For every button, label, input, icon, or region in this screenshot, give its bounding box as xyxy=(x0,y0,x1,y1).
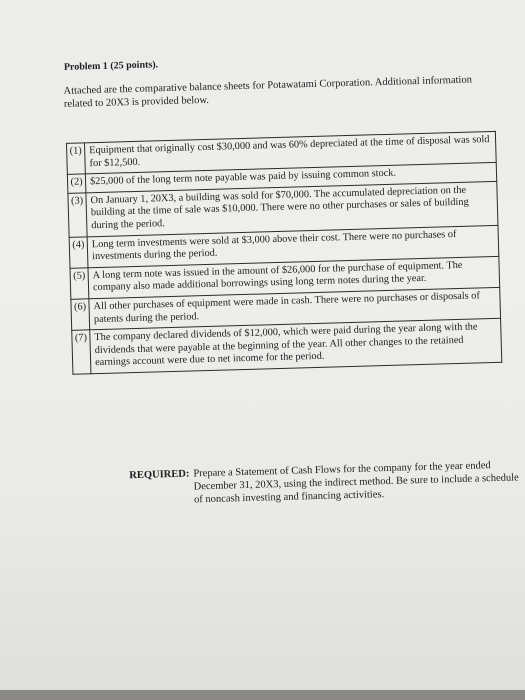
background-surface xyxy=(0,690,525,700)
info-text: Long term investments were sold at $3,000 above their cost. There were no purchases of investments during the period. xyxy=(87,225,499,268)
info-number: (5) xyxy=(70,268,89,300)
info-number: (4) xyxy=(69,236,88,268)
info-number: (6) xyxy=(71,299,90,331)
problem-title: Problem 1 (25 points). xyxy=(63,59,159,73)
info-number: (3) xyxy=(68,193,87,237)
additional-info-table xyxy=(66,131,502,375)
required-section xyxy=(129,458,525,508)
info-text: A long term note was issued in the amount of $26,000 for the purchase of equipment. The company also made additional borrowings using long term notes during the year. xyxy=(88,256,500,299)
info-number: (2) xyxy=(67,174,86,193)
info-number: (7) xyxy=(72,330,91,374)
required-label: REQUIRED: xyxy=(129,468,190,482)
info-text: Equipment that originally cost $30,000 and was 60% depreciated at the time of disposal was sold for $12,500. xyxy=(84,131,496,174)
info-text: All other purchases of equipment were made in cash. There were no purchases or disposals of patents during the period. xyxy=(89,287,501,330)
info-number: (1) xyxy=(67,143,86,175)
required-text: Prepare a Statement of Cash Flows for the company for the year ended December 31, 20X3, using the indirect method. Be sure to include a schedule of noncash investing and financing activities. xyxy=(193,460,519,506)
info-text: $25,000 of the long term note payable was paid by issuing common stock. xyxy=(85,163,496,193)
problem-intro: Attached are the comparative balance sheets for Potawatami Corporation. Additional information related to 20X3 is provided below. xyxy=(63,74,473,110)
info-text: The company declared dividends of $12,000, which were paid during the year along with the dividends that were payable at the beginning of the year. All other changes to the retained earnings account were due to net income for the period. xyxy=(90,318,502,373)
info-text: On January 1, 20X3, a building was sold for $70,000. The accumulated depreciation on the building at the time of sale was $10,000. There were no other purchases or sales of building during the period. xyxy=(86,181,498,236)
